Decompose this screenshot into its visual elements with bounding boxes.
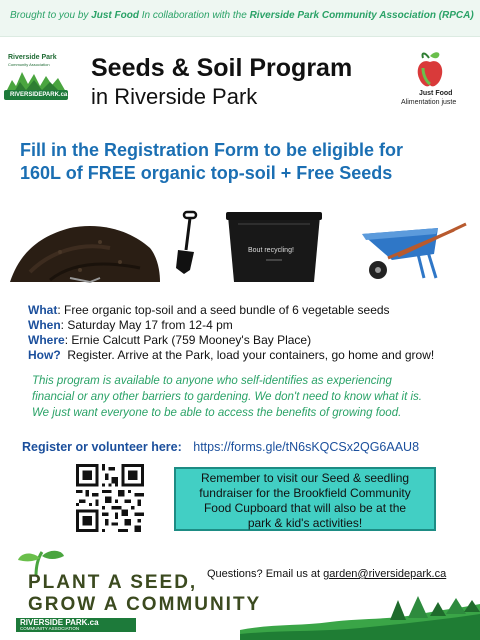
detail-how xyxy=(28,348,478,363)
sponsor-org-rpca: Riverside Park Community Association (RPCA) xyxy=(249,10,474,21)
questions-line xyxy=(207,568,446,580)
apple-icon xyxy=(393,48,469,92)
reminder-box xyxy=(174,467,436,531)
detail-text: : Saturday May 17 from 12-4 pm xyxy=(60,318,233,332)
grass-trees-decoration xyxy=(240,596,480,640)
sponsor-org-just-food: Just Food xyxy=(91,10,139,21)
detail-when xyxy=(28,318,478,333)
shovel-icon xyxy=(170,210,204,276)
soil-pile-icon xyxy=(10,212,160,284)
detail-text: : Ernie Calcutt Park (759 Mooney's Bay Place) xyxy=(64,333,312,347)
just-food-subtitle: Alimentation juste xyxy=(401,99,457,106)
wheelbarrow-icon xyxy=(358,214,468,282)
detail-label: How? xyxy=(28,348,61,362)
note-line-3: We just want everyone to be able to access the benefits of growing food. xyxy=(32,407,402,419)
reminder-line-1: Remember to visit our Seed & seedling xyxy=(200,471,410,485)
sponsor-middle: In collaboration with the xyxy=(138,10,250,21)
rpca-logo xyxy=(4,52,70,108)
eligibility-note xyxy=(32,373,462,421)
detail-what xyxy=(28,303,478,318)
rpca-logo-sub: Community Association xyxy=(8,62,50,67)
rpca-logo-band xyxy=(4,90,68,100)
detail-text: Register. Arrive at the Park, load your containers, go home and grow! xyxy=(60,348,435,362)
headline xyxy=(20,139,460,185)
footer-band-sub: COMMUNITY ASSOCIATION xyxy=(20,626,80,631)
rpca-logo-name: Riverside Park xyxy=(8,54,57,61)
top-banner xyxy=(0,0,480,37)
plant-a-seed-logo xyxy=(16,548,262,632)
note-line-2: financial or any other barriers to gardening. We don't need to know what it is. xyxy=(32,391,423,403)
headline-line-2: 160L of FREE organic top-soil + Free Seeds xyxy=(20,163,393,183)
detail-label: Where xyxy=(28,333,65,347)
reminder-line-4: park & kid's activities! xyxy=(247,516,363,530)
questions-prefix: Questions? Email us at xyxy=(207,568,324,580)
just-food-name: Just Food xyxy=(419,90,453,97)
reminder-line-3: Food Cupboard that will also be at the xyxy=(203,501,407,515)
footer-band-title: RIVERSIDE PARK.ca xyxy=(20,618,99,627)
just-food-logo xyxy=(393,48,469,110)
register-label: Register or volunteer here: xyxy=(22,440,182,454)
event-details xyxy=(28,303,478,363)
bin-icon xyxy=(226,210,322,286)
plant-line-2: GROW A COMMUNITY xyxy=(28,594,262,615)
plant-line-1: PLANT A SEED, xyxy=(28,572,198,593)
detail-label: When xyxy=(28,318,61,332)
detail-label: What xyxy=(28,303,58,317)
headline-line-1: Fill in the Registration Form to be eligible for xyxy=(20,140,404,160)
rpca-logo-band-text: RIVERSIDEPARK.ca xyxy=(10,92,68,98)
register-link[interactable]: https://forms.gle/tN6sKQCSx2QG6AAU8 xyxy=(193,440,420,454)
email-link[interactable]: garden@riversidepark.ca xyxy=(323,568,447,580)
page-subtitle: in Riverside Park xyxy=(91,84,258,109)
note-line-1: This program is available to anyone who self-identifies as experiencing xyxy=(32,375,392,387)
detail-where xyxy=(28,333,478,348)
reminder-line-2: fundraiser for the Brookfield Community xyxy=(199,486,411,500)
footer-band xyxy=(16,618,136,632)
sponsor-line xyxy=(10,10,472,21)
register-row xyxy=(22,440,472,454)
qr-code-icon[interactable] xyxy=(76,464,144,532)
bin-label: Bout recycling! xyxy=(248,247,294,254)
sponsor-prefix: Brought to you by xyxy=(10,10,92,21)
detail-text: : Free organic top-soil and a seed bundle of 6 vegetable seeds xyxy=(57,303,390,317)
page-title: Seeds & Soil Program xyxy=(91,54,353,82)
